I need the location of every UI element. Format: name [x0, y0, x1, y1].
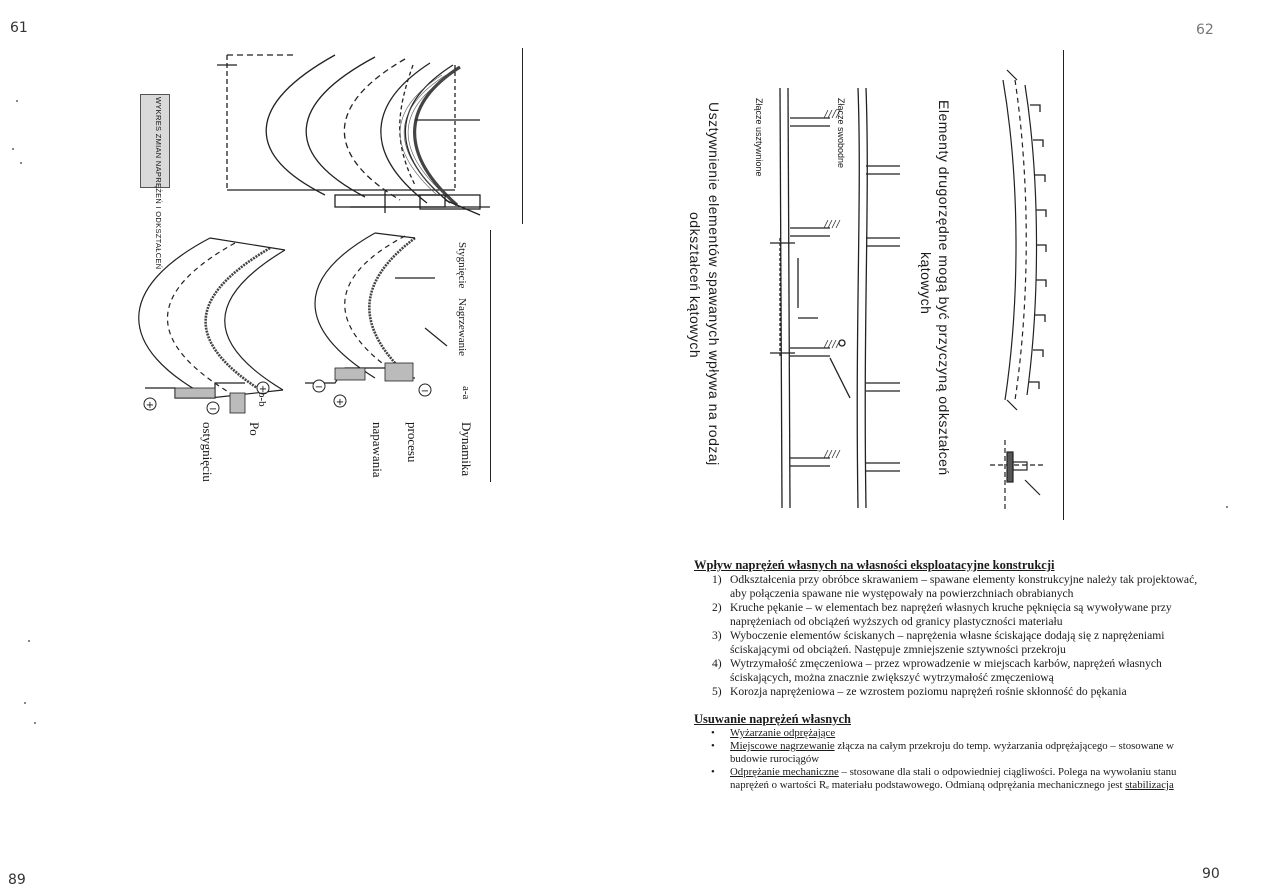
figure-header-bar	[140, 94, 170, 270]
influence-section	[694, 558, 1214, 699]
list-item: 5) Korozja naprężeniowa – ze wzrostem poziomu naprężeń rośnie skłonność do pękania	[712, 685, 1127, 698]
rotated-title-stiffening-2: odkształceń kątowych	[687, 212, 703, 359]
page-number-bottom-left: 89	[8, 872, 26, 888]
list-item: • Wyżarzanie odprężające	[711, 727, 836, 739]
removal-list	[694, 727, 1204, 792]
section-detail-figure	[985, 440, 1055, 515]
label-after-1: Po	[247, 422, 262, 436]
plus-sign: +	[145, 400, 155, 411]
plus-sign-2: +	[258, 384, 268, 395]
plus-sign-3: +	[335, 397, 345, 408]
page-number-top-right: 62	[1196, 22, 1214, 38]
minus-sign: −	[208, 404, 218, 415]
label-section-aa: a-a	[460, 386, 472, 400]
figure-divider-upper	[522, 48, 523, 224]
figure-header-text: WYKRES ZMIAN NAPRĘŻEŃ I ODKSZTAŁCEŃ	[154, 97, 163, 270]
removal-section	[694, 712, 1204, 792]
weld-bead-cross-section-figure	[205, 45, 505, 225]
list-item: • Miejscowe nagrzewanie złącza na całym przekroju do temp. wyżarzania odprężającego – stosowane w budowie rurociągów	[711, 740, 1174, 765]
label-section-bb: b-b	[256, 392, 268, 407]
right-page-divider	[1063, 50, 1064, 520]
label-free-joint: Złącze swobodne	[836, 98, 846, 169]
curved-beam-figure	[985, 60, 1060, 420]
stress-distribution-figure	[85, 218, 495, 433]
label-dynamics-2: procesu	[405, 422, 420, 463]
list-item: 1) Odkształcenia przy obróbce skrawaniem – spawane elementy konstrukcyjne należy tak projektować, aby połączenia spawane nie występowały na powierzchniach obrabianych	[712, 573, 1198, 600]
label-dynamics-1: Dynamika	[459, 422, 474, 477]
page-number-top-left: 61	[10, 20, 28, 36]
joint-comparison-figure	[770, 78, 935, 518]
label-heating: Nagrzewanie	[456, 298, 468, 357]
rotated-title-secondary-elements-2: kątowych	[918, 252, 934, 315]
influence-heading: Wpływ naprężeń własnych na własności eksploatacyjne konstrukcji	[694, 558, 1055, 572]
page-number-bottom-right: 90	[1202, 866, 1220, 882]
label-cooling: Stygnięcie	[456, 242, 468, 289]
label-dynamics-3: napawania	[370, 422, 385, 478]
rotated-title-secondary-elements: Elementy drugorzędne mogą być przyczyną odkształceń	[936, 100, 952, 476]
rotated-title-stiffening: Usztywnienie elementów spawanych wpływa na rodzaj	[706, 102, 722, 466]
label-after-2: ostygnięciu	[200, 422, 215, 482]
list-item: • Odprężanie mechaniczne – stosowane dla stali o odpowiedniej ciągliwości. Polega na wywołaniu stanu naprężeń o wartości Rₑ materiału podstawowego. Odmianą odprężania mechanicznego jest stabilizacja	[711, 766, 1177, 791]
influence-list	[694, 573, 1214, 699]
minus-sign-3: −	[420, 386, 430, 397]
minus-sign-2: −	[314, 382, 324, 393]
list-item: 3) Wyboczenie elementów ściskanych – naprężenia własne ściskające dodają się z naprężeniami ściskającymi od obciążeń. Następuje zmniejszenie sztywności przekroju	[712, 629, 1165, 656]
removal-heading: Usuwanie naprężeń własnych	[694, 712, 851, 726]
list-item: 2) Kruche pękanie – w elementach bez naprężeń własnych kruche pęknięcia są wywoływane przy naprężeniach od obciążeń wyższych od granicy plastyczności materiału	[712, 601, 1172, 628]
list-item: 4) Wytrzymałość zmęczeniowa – przez wprowadzenie w miejscach karbów, naprężeń własnych ściskających, można znacznie zwiększyć wytrzymałość zmęczeniową	[712, 657, 1162, 684]
label-stiffened-joint: Złącze usztywnione	[754, 98, 764, 177]
